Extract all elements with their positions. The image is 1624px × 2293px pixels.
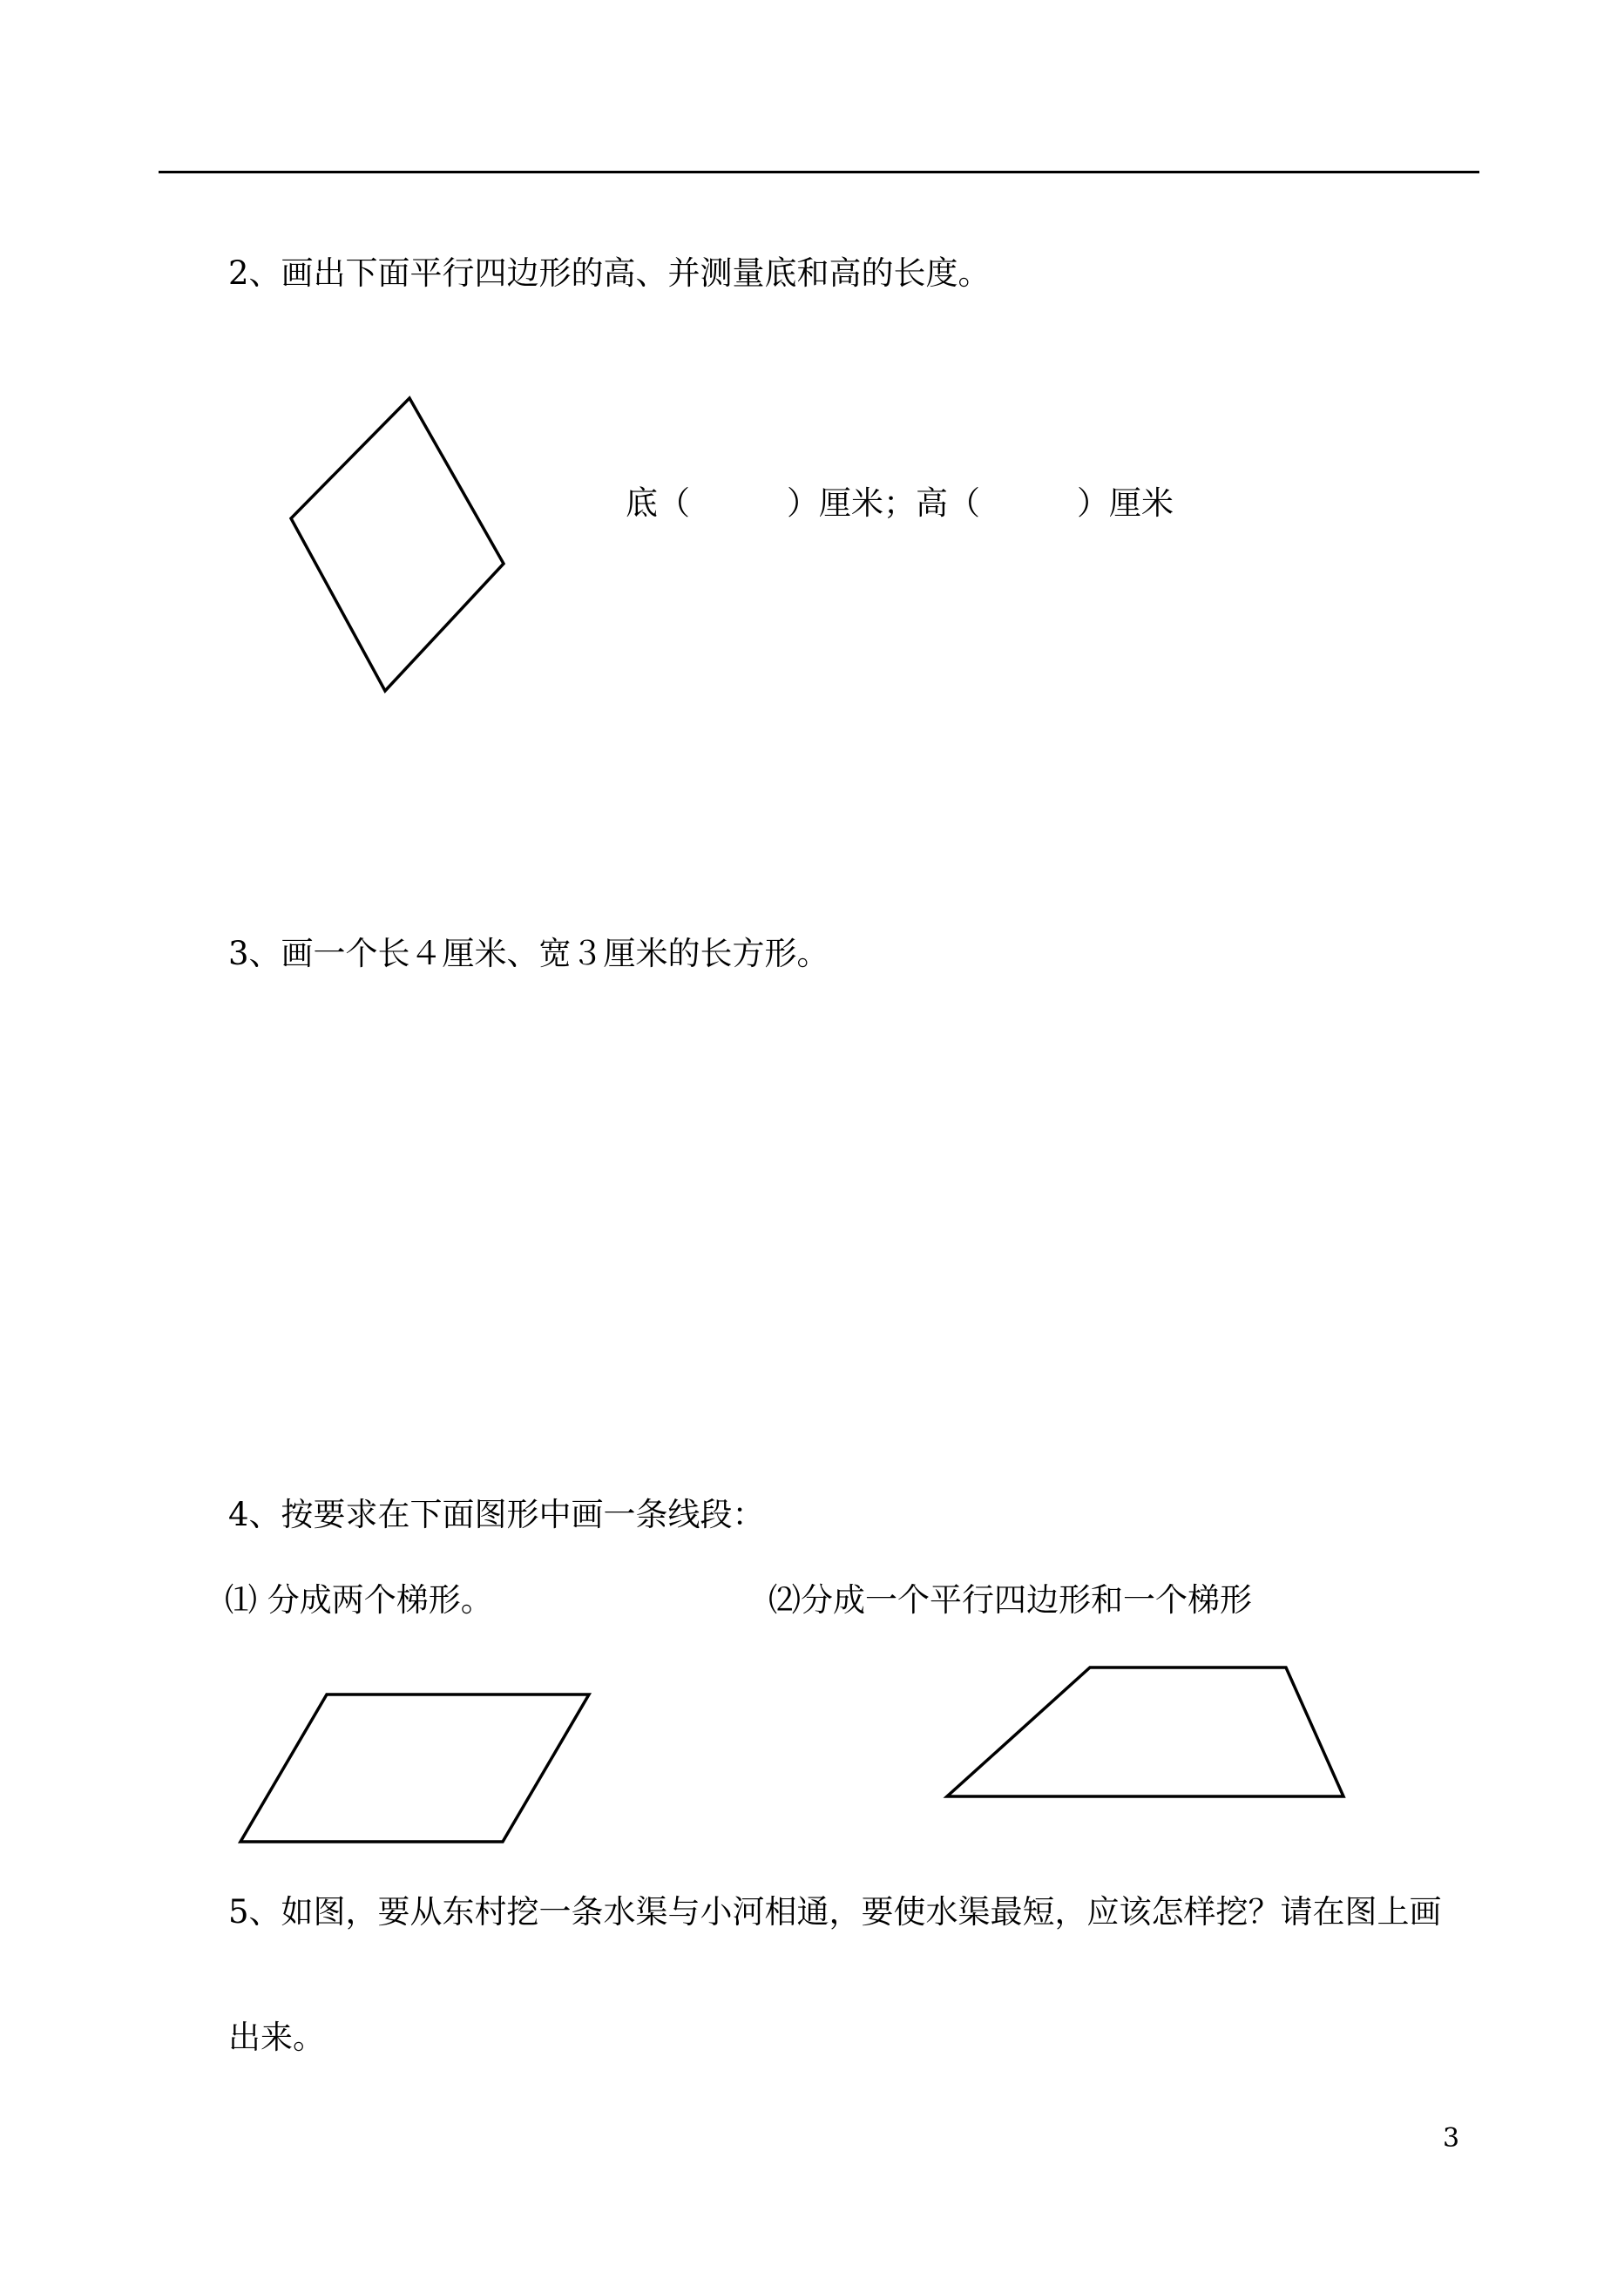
page-number: 3 <box>1443 2123 1460 2154</box>
rhombus-figure <box>279 383 523 706</box>
parallelogram-figure <box>227 1673 601 1847</box>
question-3-title: 3、画一个长４厘米、宽３厘米的长方形。 <box>228 935 829 972</box>
trapezoid-figure <box>941 1647 1359 1821</box>
question-5-line-1: 5、如图，要从东村挖一条水渠与小河相通，要使水渠最短，应该怎样挖？请在图上画 <box>228 1893 1442 1931</box>
question-5-line-2: 出来。 <box>228 2019 325 2056</box>
question-4-sub-1: ⑴ 分成两个梯形。 <box>225 1581 493 1619</box>
question-4-sub-2: ⑵分成一个平行四边形和一个梯形 <box>768 1581 1252 1619</box>
question-2-title: 2、画出下面平行四边形的高、并测量底和高的长度。 <box>228 254 991 292</box>
base-height-answer-line: 底（ ）厘米；高（ ）厘米 <box>626 484 1174 522</box>
header-rule <box>159 171 1479 173</box>
question-4-title: 4、按要求在下面图形中画一条线段： <box>228 1496 765 1533</box>
